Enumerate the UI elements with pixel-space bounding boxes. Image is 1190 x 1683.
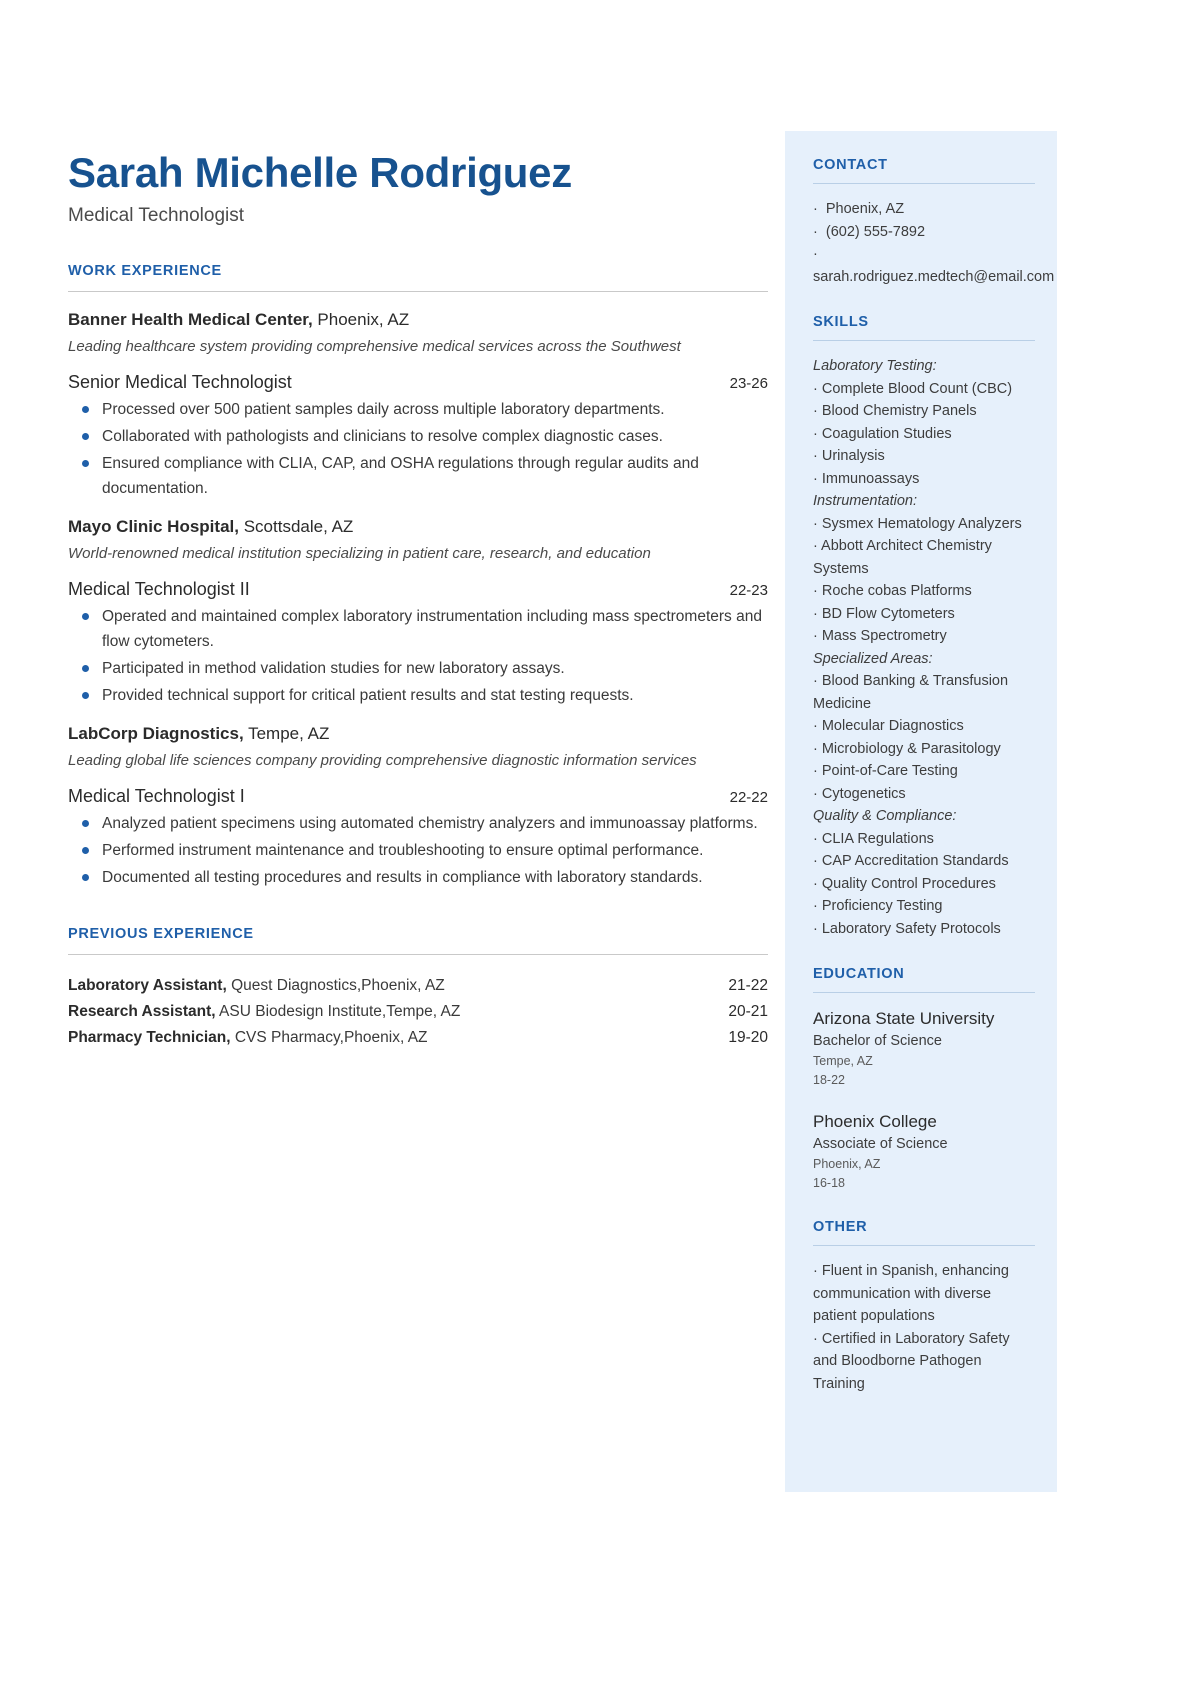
candidate-title: Medical Technologist [68,205,245,226]
education-dates: 16-18 [813,1176,845,1190]
bullet-item: Documented all testing procedures and results in compliance with laboratory standards. [102,865,768,890]
bullet-item: Performed instrument maintenance and troubleshooting to ensure optimal performance. [102,838,768,863]
skill-item: · Sysmex Hematology Analyzers [813,515,1022,532]
skill-item: · Blood Banking & Transfusion Medicine [813,673,1009,712]
company-location: Scottsdale, AZ [238,517,354,536]
role-row [68,786,768,807]
sidebar-heading-skills: SKILLS [813,314,869,330]
previous-role-detail: CVS Pharmacy,Phoenix, AZ [230,1029,428,1046]
other-divider [813,1245,1035,1246]
education-location: Phoenix, AZ [813,1157,881,1171]
skill-item: · Laboratory Safety Protocols [813,920,1001,937]
company-name: Banner Health Medical Center, [68,310,313,329]
skill-item: · Blood Chemistry Panels [813,403,977,419]
other-section [813,1219,1035,1395]
education-school: Phoenix College [813,1112,937,1131]
candidate-name: Sarah Michelle Rodriguez [68,149,572,196]
company-description: World-renowned medical institution specializing in patient care, research, and education [68,545,651,562]
role-row [68,372,768,393]
previous-experience-divider [68,954,768,955]
role-title: Medical Technologist I [68,786,245,806]
previous-role-title: Pharmacy Technician, [68,1029,231,1046]
other-item: · Certified in Laboratory Safety and Bloodborne Pathogen Training [813,1330,1014,1392]
bullet-item: Collaborated with pathologists and clinicians to resolve complex diagnostic cases. [102,424,768,449]
company-line [68,724,768,744]
company-description: Leading healthcare system providing comprehensive medical services across the Southwest [68,338,681,355]
skill-item: · Abbott Architect Chemistry Systems [813,538,992,577]
education-entry [813,1110,1035,1193]
bullet-item: Operated and maintained complex laboratory instrumentation including mass spectrometers and flow cytometers. [102,604,768,654]
role-dates: 23-26 [729,375,768,392]
skill-item: · Proficiency Testing [813,898,943,914]
role-dates: 22-23 [729,582,768,599]
skill-item: · Microbiology & Parasitology [813,740,1001,757]
previous-role-detail: ASU Biodesign Institute,Tempe, AZ [215,1003,461,1020]
main-column [68,131,768,1051]
contact-divider [813,183,1035,184]
skill-item: · Mass Spectrometry [813,628,947,644]
experience-entry [68,517,768,708]
other-item: · Fluent in Spanish, enhancing communication with diverse patient populations [813,1263,1013,1324]
company-name: Mayo Clinic Hospital, [68,517,239,536]
role-bullets [68,604,768,708]
company-location: Tempe, AZ [243,724,330,743]
section-heading-work-experience: WORK EXPERIENCE [68,263,222,279]
bullet-item: Processed over 500 patient samples daily across multiple laboratory departments. [102,397,768,422]
previous-experience-row [68,1025,768,1051]
company-name: LabCorp Diagnostics, [68,724,244,743]
previous-role-line [68,973,445,999]
contact-item: · Phoenix, AZ [813,201,905,217]
skills-divider [813,340,1035,341]
skill-item: · Urinalysis [813,448,885,464]
contact-item-email[interactable]: · sarah.rodriguez.medtech@email.com [813,246,1055,285]
role-bullets [68,397,768,501]
sidebar-heading-education: EDUCATION [813,966,905,982]
company-description: Leading global life sciences company providing comprehensive diagnostic information services [68,752,697,769]
contact-section [813,157,1055,288]
education-section [813,966,1035,1193]
education-entry [813,1007,1035,1090]
experience-entry [68,724,768,890]
skill-category: Instrumentation: [813,493,917,509]
education-divider [813,992,1035,993]
skill-item: · Quality Control Procedures [813,875,996,892]
contact-item: · (602) 555-7892 [813,223,926,240]
bullet-item: Analyzed patient specimens using automated chemistry analyzers and immunoassay platforms. [102,811,768,836]
sidebar-heading-contact: CONTACT [813,157,888,173]
education-location: Tempe, AZ [813,1054,873,1068]
skill-item: · Cytogenetics [813,785,906,802]
previous-role-dates: 20-21 [728,1003,768,1020]
bullet-item: Participated in method validation studies for new laboratory assays. [102,656,768,681]
previous-role-dates: 19-20 [728,1029,768,1046]
previous-role-dates: 21-22 [728,977,768,994]
previous-role-line [68,999,460,1025]
role-row [68,579,768,600]
skill-item: · CAP Accreditation Standards [813,853,1009,869]
role-title: Senior Medical Technologist [68,372,292,392]
company-line [68,310,768,330]
previous-role-title: Laboratory Assistant, [68,977,227,994]
previous-role-title: Research Assistant, [68,1003,216,1020]
work-experience-divider [68,291,768,292]
role-dates: 22-22 [729,789,768,806]
bullet-item: Provided technical support for critical patient results and stat testing requests. [102,683,768,708]
previous-experience-row [68,973,768,999]
role-title: Medical Technologist II [68,579,250,599]
education-degree: Bachelor of Science [813,1033,942,1049]
sidebar-heading-other: OTHER [813,1219,868,1235]
skill-category: Quality & Compliance: [813,808,957,824]
skill-item: · Molecular Diagnostics [813,718,964,734]
skill-category: Laboratory Testing: [813,358,937,374]
skill-item: · Coagulation Studies [813,425,952,442]
sidebar [785,131,1057,1492]
previous-experience-row [68,999,768,1025]
skill-item: · Roche cobas Platforms [813,583,972,599]
experience-entry [68,310,768,501]
education-dates: 18-22 [813,1073,845,1087]
skills-section [813,314,1035,940]
skill-item: · Complete Blood Count (CBC) [813,380,1013,397]
section-heading-previous-experience: PREVIOUS EXPERIENCE [68,926,254,942]
company-line [68,517,768,537]
skill-item: · Immunoassays [813,470,920,487]
skill-item: · CLIA Regulations [813,830,934,847]
role-bullets [68,811,768,890]
education-school: Arizona State University [813,1009,995,1028]
skill-item: · BD Flow Cytometers [813,605,955,622]
education-degree: Associate of Science [813,1136,948,1152]
skill-category: Specialized Areas: [813,650,933,667]
previous-role-detail: Quest Diagnostics,Phoenix, AZ [226,977,445,994]
bullet-item: Ensured compliance with CLIA, CAP, and OSHA regulations through regular audits and documentation. [102,451,768,501]
company-location: Phoenix, AZ [312,310,410,329]
skill-item: · Point-of-Care Testing [813,763,958,779]
previous-role-line [68,1025,428,1051]
